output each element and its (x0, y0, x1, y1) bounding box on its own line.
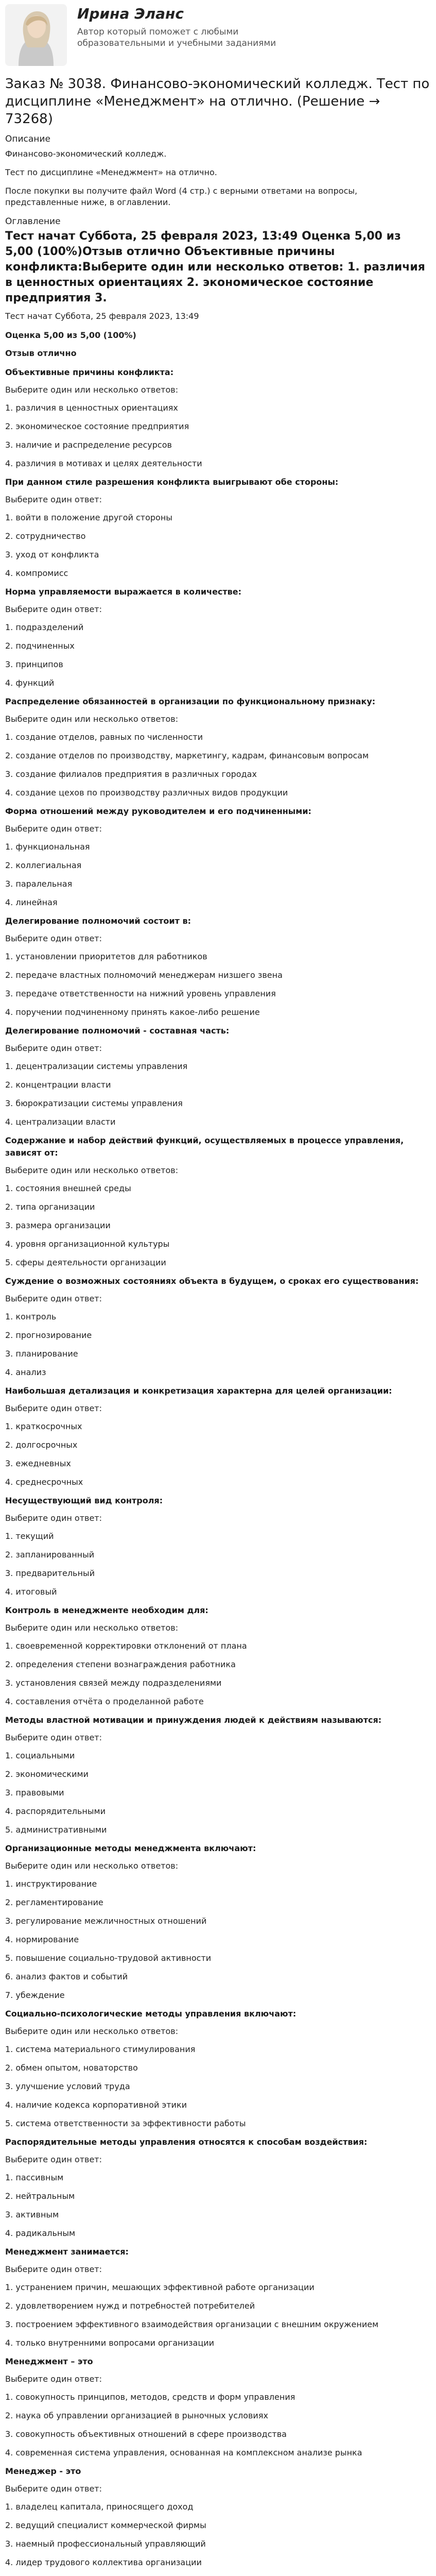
question-text: Контроль в менеджменте необходим для: (5, 1605, 208, 1615)
answer-option: 5. административными (5, 1825, 107, 1835)
question-block (5, 2355, 431, 2459)
answer-option: 4. современная система управления, основанная на комплексном анализе рынка (5, 2448, 362, 2458)
question-instruction: Выберите один ответ: (5, 2155, 102, 2164)
question-block (5, 805, 431, 909)
question-block (5, 1025, 431, 1128)
answer-option: 4. нормирование (5, 1935, 79, 1944)
answer-option: 3. наемный профессиональный управляющий (5, 2539, 206, 2549)
question-text: Суждение о возможных состояниях объекта в будущем, о сроках его существования: (5, 1276, 419, 1286)
question-text: Распорядительные методы управления относятся к способам воздействия: (5, 2137, 368, 2147)
order-title: Заказ № 3038. Финансово-экономический колледж. Тест по дисциплине «Менеджмент» на отлично. (Решение → 73268) (5, 76, 430, 127)
question-text: Форма отношений между руководителем и его подчиненными: (5, 806, 311, 816)
answer-option: 1. состояния внешней среды (5, 1183, 131, 1193)
question-text: Содержание и набор действий функций, осуществляемых в процессе управления, зависят от: (5, 1136, 404, 1158)
answer-option: 1. войти в положение другой стороны (5, 513, 172, 522)
answer-option: 4. функций (5, 678, 55, 688)
question-block (5, 1385, 431, 1488)
answer-option: 4. различия в мотивах и целях деятельности (5, 459, 202, 468)
answer-option: 5. сферы деятельности организации (5, 1258, 166, 1267)
avatar-portrait-icon (5, 4, 67, 66)
answer-option: 3. паралельная (5, 879, 73, 889)
question-block (5, 2008, 431, 2130)
question-text: Менеджмент занимается: (5, 2247, 129, 2257)
answer-option: 3. правовыми (5, 1788, 64, 1798)
author-info (77, 5, 324, 49)
question-text: Несуществующий вид контроля: (5, 1496, 163, 1505)
answer-option: 4. уровня организационной культуры (5, 1239, 170, 1249)
answer-option: 6. анализ фактов и событий (5, 1972, 128, 1981)
description-line: Финансово-экономический колледж. (5, 149, 167, 159)
question-block (5, 366, 431, 470)
question-block (5, 915, 431, 1019)
answer-option: 3. построением эффективного взаимодействия организации с внешним окружением (5, 2319, 379, 2329)
question-instruction: Выберите один ответ: (5, 1403, 102, 1413)
answer-option: 2. ведущий специалист коммерческой фирмы (5, 2520, 206, 2530)
answer-option: 3. установления связей между подразделениями (5, 1678, 222, 1688)
answer-option: 1. создание отделов, равных по численности (5, 732, 203, 742)
answer-option: 2. наука об управлении организацией в рыночных условиях (5, 2411, 268, 2420)
question-instruction: Выберите один ответ: (5, 934, 102, 943)
answer-option: 3. наличие и распределение ресурсов (5, 440, 172, 450)
question-instruction: Выберите один ответ: (5, 1513, 102, 1523)
answer-option: 2. концентрации власти (5, 1080, 111, 1090)
answer-option: 5. повышение социально-трудовой активности (5, 1953, 212, 1963)
answer-option: 1. текущий (5, 1531, 54, 1541)
answer-option: 5. система ответственности за эффективности работы (5, 2119, 246, 2128)
question-instruction: Выберите один или несколько ответов: (5, 1861, 179, 1871)
test-started: Тест начат Суббота, 25 февраля 2023, 13:49 (5, 311, 199, 321)
question-block (5, 2246, 431, 2349)
answer-option: 1. подразделений (5, 622, 84, 632)
answer-option: 7. убеждение (5, 1990, 65, 2000)
question-block (5, 1275, 431, 1379)
question-block (5, 476, 431, 580)
answer-option: 2. долгосрочных (5, 1440, 78, 1450)
answer-option: 2. обмен опытом, новаторство (5, 2063, 138, 2073)
answer-option: 3. предварительный (5, 1568, 95, 1578)
question-text: Делегирование полномочий - составная часть: (5, 1026, 230, 1036)
result-summary: Тест начат Суббота, 25 февраля 2023, 13:49 Оценка 5,00 из 5,00 (100%)Отзыв отлично Объективные причины конфликта:Выберите один или несколько ответов: 1. различия в ценностных ориентациях 2. экономическое состояние предприятия 3. (5, 230, 425, 304)
question-block (5, 1714, 431, 1836)
answer-option: 4. среднесрочных (5, 1477, 83, 1487)
question-text: Объективные причины конфликта: (5, 367, 174, 377)
answer-option: 4. итоговый (5, 1587, 57, 1597)
answer-option: 4. наличие кодекса корпоративной этики (5, 2100, 187, 2110)
answer-option: 4. анализ (5, 1367, 46, 1377)
question-instruction: Выберите один или несколько ответов: (5, 2026, 179, 2036)
answer-option: 1. социальными (5, 1751, 75, 1760)
description-line: Тест по дисциплине «Менеджмент» на отлично. (5, 167, 217, 177)
question-instruction: Выберите один ответ: (5, 824, 102, 834)
answer-option: 2. подчиненных (5, 641, 75, 651)
answer-option: 2. нейтральным (5, 2191, 75, 2201)
answer-option: 2. коллегиальная (5, 860, 82, 870)
answer-option: 1. совокупность принципов, методов, средств и форм управления (5, 2392, 295, 2402)
answer-option: 4. распорядительными (5, 1806, 106, 1816)
question-instruction: Выберите один ответ: (5, 495, 102, 504)
question-text: Методы властной мотивации и принуждения людей к действиям называются: (5, 1715, 382, 1725)
answer-option: 1. децентрализации системы управления (5, 1061, 188, 1071)
answer-option: 1. владелец капитала, приносящего доход (5, 2502, 194, 2512)
answer-option: 2. регламентирование (5, 1897, 103, 1907)
description-line: После покупки вы получите файл Word (4 стр.) с верными ответами на вопросы, представленные ниже, в оглавлении. (5, 186, 358, 207)
answer-option: 2. передаче властных полномочий менеджерам низшего звена (5, 970, 283, 980)
question-block (5, 2136, 431, 2240)
answer-option: 1. инструктирование (5, 1879, 97, 1889)
answer-option: 4. составления отчёта о проделанной работе (5, 1697, 204, 1706)
question-block (5, 1604, 431, 1708)
answer-option: 1. устранением причин, мешающих эффективной работе организации (5, 2282, 315, 2292)
answer-option: 1. система материального стимулирования (5, 2044, 196, 2054)
answer-option: 4. линейная (5, 897, 58, 907)
question-instruction: Выберите один ответ: (5, 2374, 102, 2384)
answer-option: 3. активным (5, 2210, 59, 2219)
question-instruction: Выберите один или несколько ответов: (5, 1623, 179, 1633)
author-header (5, 0, 431, 72)
answer-option: 4. создание цехов по производству различных видов продукции (5, 788, 288, 798)
answer-option: 1. контроль (5, 1312, 57, 1321)
answer-option: 4. радикальным (5, 2228, 76, 2238)
question-instruction: Выберите один ответ: (5, 2484, 102, 2494)
answer-option: 3. передаче ответственности на нижний уровень управления (5, 989, 276, 998)
question-text: Менеджмент – это (5, 2357, 93, 2366)
answer-option: 2. удовлетворением нужд и потребностей потребителей (5, 2301, 255, 2311)
answer-option: 3. создание филиалов предприятия в различных городах (5, 769, 257, 779)
question-text: Наибольшая детализация и конкретизация характерна для целей организации: (5, 1386, 392, 1396)
question-instruction: Выберите один ответ: (5, 604, 102, 614)
description-body (5, 148, 431, 208)
answer-option: 2. экономическими (5, 1769, 89, 1779)
question-text: Норма управляемости выражается в количестве: (5, 587, 242, 597)
toc-label: Оглавление (5, 216, 61, 227)
question-text: Социально-психологические методы управления включают: (5, 2009, 297, 2019)
answer-option: 1. различия в ценностных ориентациях (5, 403, 178, 413)
question-instruction: Выберите один или несколько ответов: (5, 1165, 179, 1175)
question-text: Менеджер - это (5, 2466, 81, 2476)
answer-option: 2. создание отделов по производству, маркетингу, кадрам, финансовым вопросам (5, 751, 369, 760)
question-instruction: Выберите один или несколько ответов: (5, 714, 179, 724)
question-block (5, 1134, 431, 1269)
answer-option: 3. совокупность объективных отношений в сфере производства (5, 2429, 287, 2439)
question-block (5, 1495, 431, 1598)
answer-option: 1. установлении приоритетов для работников (5, 952, 207, 961)
question-text: Распределение обязанностей в организации по функциональному признаку: (5, 697, 376, 706)
answer-option: 3. бюрократизации системы управления (5, 1098, 183, 1108)
author-description: Автор который поможет с любыми образовательными и учебными заданиями (77, 27, 276, 48)
answer-option: 3. улучшение условий труда (5, 2081, 130, 2091)
answer-option: 3. ежедневных (5, 1459, 71, 1468)
avatar[interactable] (5, 4, 67, 66)
answer-option: 2. типа организации (5, 1202, 95, 1212)
answer-option: 1. функциональная (5, 842, 90, 852)
question-text: Делегирование полномочий состоит в: (5, 916, 191, 926)
answer-option: 4. поручении подчиненному принять какое-либо решение (5, 1007, 260, 1017)
answer-option: 3. регулирование межличностных отношений (5, 1916, 207, 1926)
question-instruction: Выберите один или несколько ответов: (5, 385, 179, 395)
answer-option: 1. пассивным (5, 2173, 64, 2182)
answer-option: 4. компромисс (5, 568, 68, 578)
question-text: При данном стиле разрешения конфликта выигрывают обе стороны: (5, 477, 339, 487)
description-label: Описание (5, 134, 50, 144)
question-instruction: Выберите один ответ: (5, 1294, 102, 1303)
answer-option: 4. лидер трудового коллектива организации (5, 2557, 202, 2567)
question-list (5, 366, 431, 2576)
author-name[interactable]: Ирина Эланс (77, 5, 184, 22)
question-block (5, 2465, 431, 2569)
answer-option: 4. централизации власти (5, 1117, 116, 1127)
answer-option: 2. экономическое состояние предприятия (5, 421, 189, 431)
question-instruction: Выберите один ответ: (5, 2264, 102, 2274)
answer-option: 2. сотрудничество (5, 531, 86, 541)
question-block (5, 696, 431, 799)
answer-option: 3. планирование (5, 1349, 78, 1359)
answer-option: 2. запланированный (5, 1550, 95, 1560)
answer-option: 3. принципов (5, 659, 63, 669)
test-score: Оценка 5,00 из 5,00 (100%) (5, 330, 136, 340)
answer-option: 2. прогнозирование (5, 1330, 92, 1340)
answer-option: 2. определения степени вознаграждения работника (5, 1659, 236, 1669)
answer-option: 1. краткосрочных (5, 1421, 82, 1431)
question-block (5, 586, 431, 689)
answer-option: 3. размера организации (5, 1221, 111, 1230)
answer-option: 1. своевременной корректировки отклонений от плана (5, 1641, 247, 1651)
answer-option: 3. уход от конфликта (5, 550, 99, 560)
question-block (5, 1842, 431, 2002)
question-instruction: Выберите один ответ: (5, 1043, 102, 1053)
question-text: Организационные методы менеджмента включают: (5, 1843, 256, 1853)
test-review: Отзыв отлично (5, 348, 77, 358)
answer-option: 4. только внутренними вопросами организации (5, 2338, 215, 2348)
question-instruction: Выберите один ответ: (5, 1733, 102, 1742)
